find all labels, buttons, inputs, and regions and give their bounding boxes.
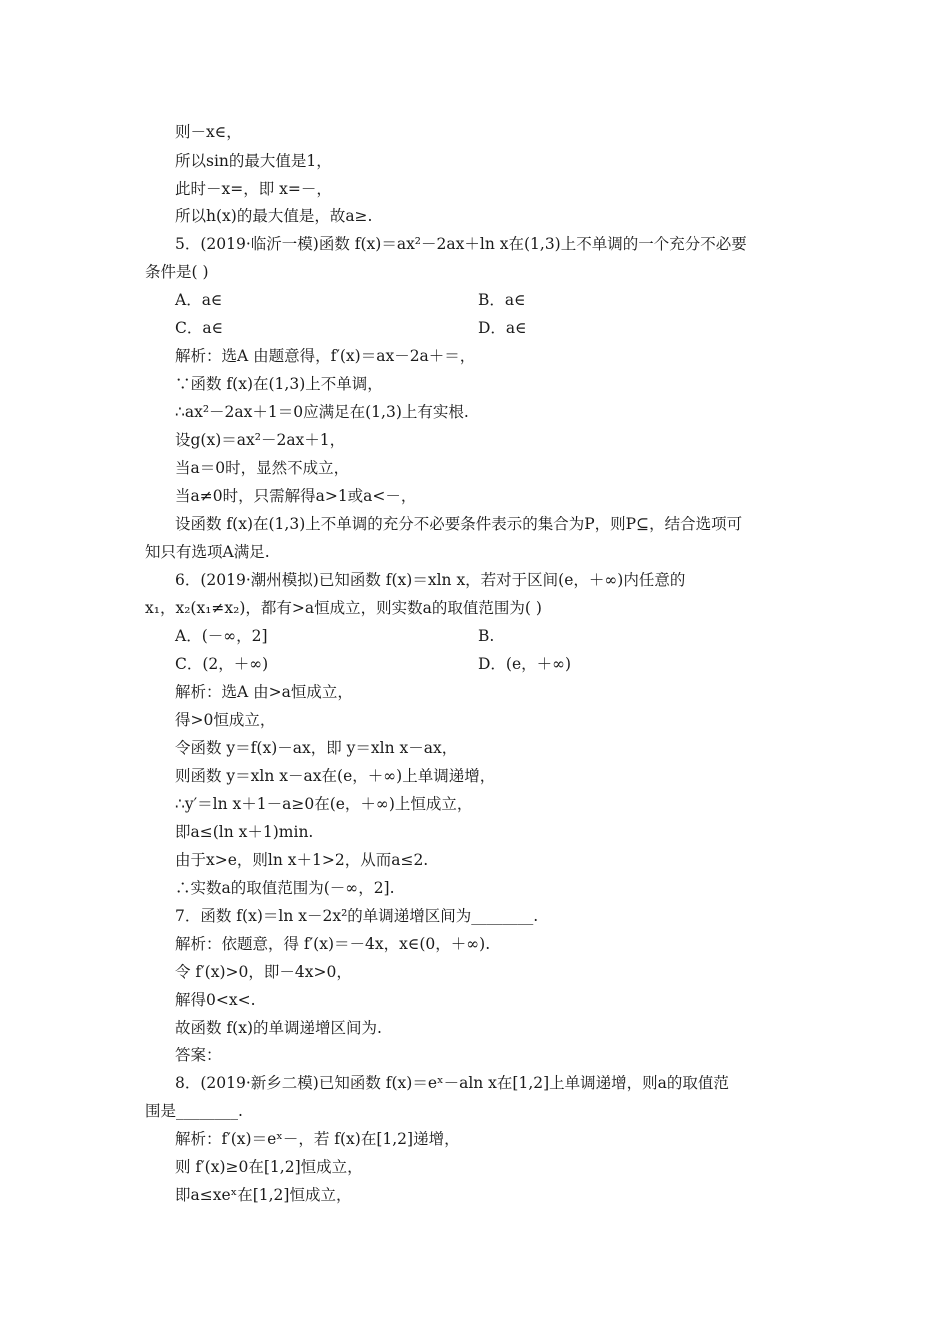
- text-line: 由于x>e，则ln x＋1>2，从而a≤2.: [175, 851, 429, 869]
- text-line: ∴ax²－2ax＋1＝0应满足在(1,3)上有实根.: [175, 403, 469, 421]
- choice-option: C．a∈: [175, 319, 224, 337]
- text-line: 解析：f′(x)＝eˣ－，若 f(x)在[1,2]递增，: [175, 1130, 460, 1148]
- text-line: 7．函数 f(x)＝ln x－2x²的单调递增区间为________.: [175, 907, 539, 925]
- text-line: 条件是( ): [145, 263, 209, 281]
- text-line: 设函数 f(x)在(1,3)上不单调的充分不必要条件表示的集合为P，则P⊆，结合选项可: [175, 515, 743, 533]
- text-line: ∵函数 f(x)在(1,3)上不单调，: [175, 375, 383, 393]
- text-line: x₁，x₂(x₁≠x₂)，都有>a恒成立，则实数a的取值范围为( ): [145, 599, 542, 617]
- choice-option: B．a∈: [478, 291, 526, 309]
- text-line: 令函数 y＝f(x)－ax，即 y＝xln x－ax，: [175, 739, 458, 757]
- text-line: 解析：选A 由>a恒成立，: [175, 683, 353, 701]
- choice-option: D．a∈: [478, 319, 527, 337]
- text-line: 解析：选A 由题意得，f′(x)＝ax－2a＋＝，: [175, 347, 476, 365]
- text-line: 故函数 f(x)的单调递增区间为.: [175, 1019, 382, 1037]
- text-line: 5．(2019·临沂一模)函数 f(x)＝ax²－2ax＋ln x在(1,3)上不单调的一个充分不必要: [175, 235, 747, 253]
- text-line: 解析：依题意，得 f′(x)＝－4x，x∈(0，＋∞).: [175, 935, 491, 953]
- text-line: 则 f′(x)≥0在[1,2]恒成立，: [175, 1158, 363, 1176]
- text-line: 答案：: [175, 1046, 222, 1064]
- text-line: 所以sin的最大值是1，: [175, 152, 332, 170]
- text-line: 解得0<x<.: [175, 991, 256, 1009]
- choice-option: A．(－∞，2]: [175, 627, 268, 645]
- text-line: ∴y′＝ln x＋1－a≥0在(e，＋∞)上恒成立，: [175, 795, 473, 813]
- choice-option: C．(2，＋∞): [175, 655, 269, 673]
- text-line: 围是________.: [145, 1102, 243, 1120]
- text-line: 即a≤(ln x＋1)min.: [175, 823, 314, 841]
- text-line: 当a＝0时，显然不成立，: [175, 459, 350, 477]
- text-line: 则－x∈，: [175, 123, 242, 141]
- choice-option: B.: [478, 627, 495, 645]
- text-line: 所以h(x)的最大值是，故a≥.: [175, 207, 373, 225]
- text-line: 8．(2019·新乡二模)已知函数 f(x)＝eˣ－aln x在[1,2]上单调递增，则a的取值范: [175, 1074, 729, 1092]
- text-line: 则函数 y＝xln x－ax在(e，＋∞)上单调递增，: [175, 767, 496, 785]
- text-line: ∴实数a的取值范围为(－∞，2].: [175, 879, 395, 897]
- choice-option: A．a∈: [175, 291, 223, 309]
- text-line: 此时－x=，即 x=－，: [175, 180, 332, 198]
- text-line: 当a≠0时，只需解得a>1或a<－，: [175, 487, 417, 505]
- text-line: 得>0恒成立，: [175, 711, 276, 729]
- text-line: 设g(x)＝ax²－2ax＋1，: [175, 431, 346, 449]
- choice-option: D．(e，＋∞): [478, 655, 572, 673]
- text-line: 即a≤xeˣ在[1,2]恒成立，: [175, 1186, 352, 1204]
- text-line: 令 f′(x)>0，即－4x>0，: [175, 963, 352, 981]
- text-line: 6．(2019·潮州模拟)已知函数 f(x)＝xln x，若对于区间(e，＋∞)内任意的: [175, 571, 686, 589]
- text-line: 知只有选项A满足.: [145, 543, 270, 561]
